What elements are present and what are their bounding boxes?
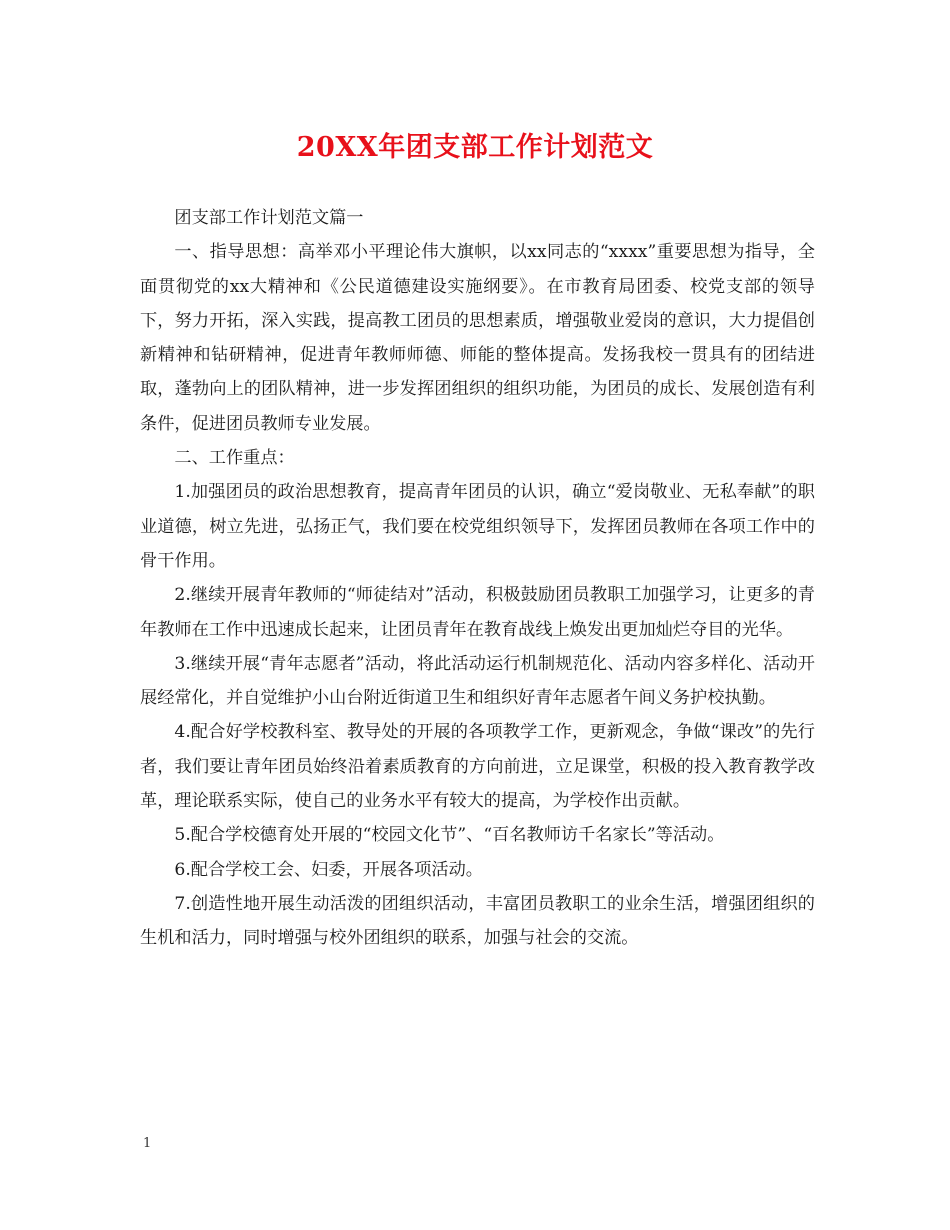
- paragraph-item-5: 5.配合学校德育处开展的“校园文化节”、“百名教师访千名家长”等活动。: [174, 825, 725, 846]
- section-heading: 团支部工作计划范文篇一: [174, 208, 364, 228]
- document-title: 20XX年团支部工作计划范文: [296, 132, 654, 163]
- paragraph-work-focus-heading: 二、工作重点：: [174, 448, 295, 469]
- paragraph-item-1: 1.加强团员的政治思想教育，提高青年团员的认识，确立“爱岗敬业、无私奉献”的职业道德，树立先进，弘扬正气，我们要在校党组织领导下，发挥团员教师在各项工作中的骨干作用。: [140, 482, 815, 571]
- paragraph-item-2: 2.继续开展青年教师的“师徒结对”活动，积极鼓励团员教职工加强学习，让更多的青年教师在工作中迅速成长起来，让团员青年在教育战线上焕发出更加灿烂夺目的光华。: [140, 585, 815, 640]
- paragraph-guiding-thought: 一、指导思想：高举邓小平理论伟大旗帜，以xx同志的“xxxx”重要思想为指导，全面贯彻党的xx大精神和《公民道德建设实施纲要》。在市教育局团委、校党支部的领导下，努力开拓，深入实践，提高教工团员的思想素质，增强敬业爱岗的意识，大力提倡创新精神和钻研精神，促进青年教师师德、师能的整体提高。发扬我校一贯具有的团结进取，蓬勃向上的团队精神，进一步发挥团组织的组织功能，为团员的成长、发展创造有利条件，促进团员教师专业发展。: [140, 242, 815, 434]
- document-body: [140, 201, 815, 956]
- paragraph-item-4: 4.配合好学校教科室、教导处的开展的各项教学工作，更新观念，争做“课改”的先行者，我们要让青年团员始终沿着素质教育的方向前进，立足课堂，积极的投入教育教学改革，理论联系实际，使自己的业务水平有较大的提高，为学校作出贡献。: [140, 722, 815, 812]
- paragraph-item-7: 7.创造性地开展生动活泼的团组织活动，丰富团员教职工的业余生活，增强团组织的生机和活力，同时增强与校外团组织的联系，加强与社会的交流。: [140, 893, 815, 949]
- page-number: 1: [143, 1136, 152, 1151]
- paragraph-item-6: 6.配合学校工会、妇委，开展各项活动。: [174, 859, 483, 880]
- paragraph-item-3: 3.继续开展“青年志愿者”活动，将此活动运行机制规范化、活动内容多样化、活动开展经常化，并自觉维护小山台附近街道卫生和组织好青年志愿者午间义务护校执勤。: [140, 653, 815, 709]
